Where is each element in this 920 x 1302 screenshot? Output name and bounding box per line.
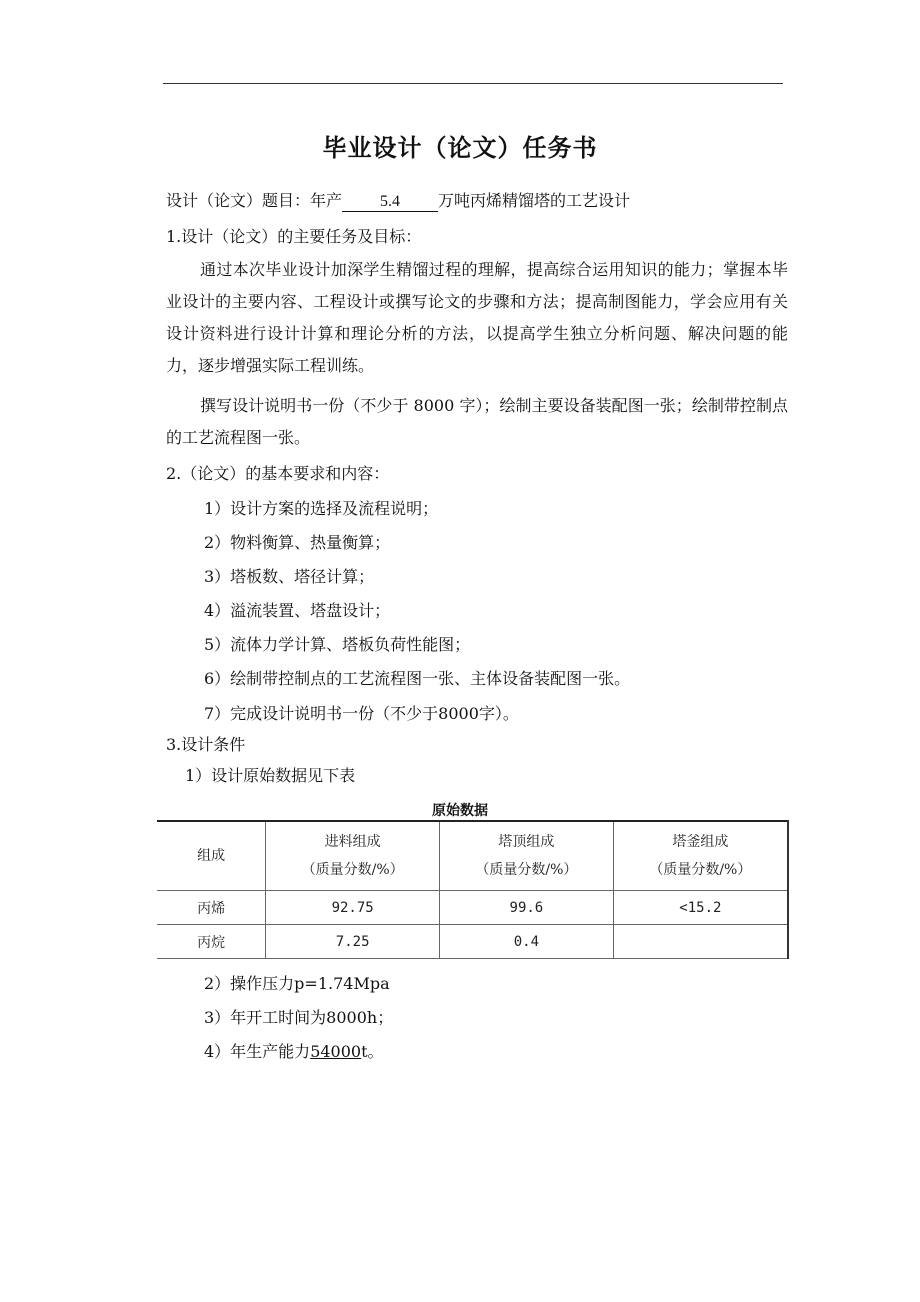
section3-item-2: 2）操作压力p=1.74Mpa [204, 974, 390, 993]
section3-heading: 3.设计条件 [166, 735, 246, 754]
capacity-prefix: 4）年生产能力 [204, 1042, 311, 1061]
table-header-row [157, 821, 788, 891]
section3-item-4 [204, 1042, 384, 1062]
table-caption: 原始数据 [432, 803, 488, 819]
section1-heading: 1.设计（论文）的主要任务及目标： [166, 227, 422, 246]
section2-item-3: 3）塔板数、塔径计算； [204, 567, 375, 586]
table-cell [613, 925, 788, 959]
section2-item-2: 2）物料衡算、热量衡算； [204, 533, 391, 552]
table-row [157, 925, 788, 959]
header-rule [163, 83, 783, 84]
topic-line [166, 191, 630, 212]
section1-paragraph2: 撰写设计说明书一份（不少于 8000 字）；绘制主要设备装配图一张；绘制带控制点的工艺流程图一张。 [166, 396, 788, 447]
header-cell-feed: 进料组成 （质量分数/%） [266, 821, 440, 891]
section1-paragraph1: 通过本次毕业设计加深学生精馏过程的理解，提高综合运用知识的能力；掌握本毕业设计的主要内容、工程设计或撰写论文的步骤和方法；提高制图能力，学会应用有关设计资料进行设计计算和理论分析的方法，以提高学生独立分析问题、解决问题的能力，逐步增强实际工程训练。 [166, 260, 788, 375]
capacity-value: 54000 [310, 1042, 362, 1061]
section2-item-6: 6）绘制带控制点的工艺流程图一张、主体设备装配图一张。 [204, 669, 631, 688]
section2-item-1: 1）设计方案的选择及流程说明； [204, 499, 439, 518]
raw-data-table [157, 820, 789, 959]
section2-item-5: 5）流体力学计算、塔板负荷性能图； [204, 635, 471, 654]
table-cell: 丙烷 [157, 925, 266, 959]
topic-value: 5.4 [342, 193, 438, 212]
table-cell: 0.4 [440, 925, 614, 959]
section2-heading: 2.（论文）的基本要求和内容： [166, 464, 390, 483]
section2-item-7: 7）完成设计说明书一份（不少于8000字）。 [204, 704, 519, 723]
section2-item-4: 4）溢流装置、塔盘设计； [204, 601, 391, 620]
section3-item-1: 1）设计原始数据见下表 [185, 766, 356, 785]
topic-prefix: 设计（论文）题目：年产 [166, 191, 343, 210]
header-cell-component: 组成 [157, 821, 266, 891]
table-cell: 99.6 [440, 891, 614, 925]
table-cell: <15.2 [613, 891, 788, 925]
header-cell-top: 塔顶组成 （质量分数/%） [440, 821, 614, 891]
header-cell-bottom: 塔釜组成 （质量分数/%） [613, 821, 788, 891]
table-cell: 丙烯 [157, 891, 266, 925]
section3-item-3: 3）年开工时间为8000h； [204, 1008, 394, 1027]
topic-suffix: 万吨丙烯精馏塔的工艺设计 [438, 191, 631, 210]
table-cell: 7.25 [266, 925, 440, 959]
capacity-suffix: t。 [361, 1042, 384, 1061]
table-cell: 92.75 [266, 891, 440, 925]
document-title: 毕业设计（论文）任务书 [322, 134, 598, 162]
table-row [157, 891, 788, 925]
